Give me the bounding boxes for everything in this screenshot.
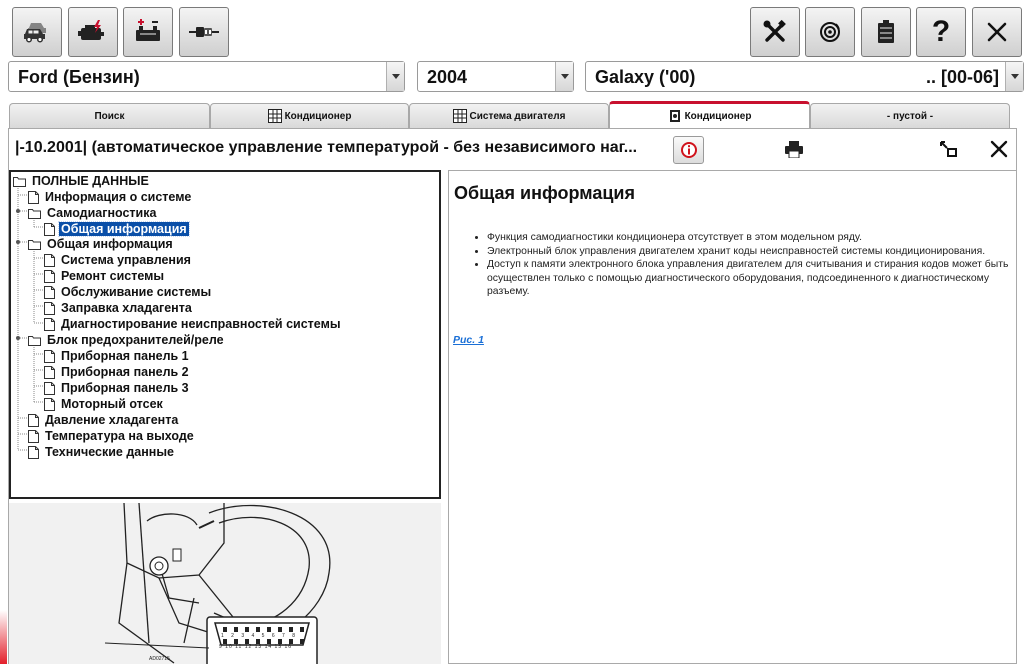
content-bullets [475, 231, 1025, 299]
edge-accent [0, 610, 7, 664]
folder-icon [28, 335, 45, 346]
chevron-down-icon[interactable] [1005, 62, 1023, 91]
tree-item[interactable] [44, 364, 191, 380]
tree-item-label: ПОЛНЫЕ ДАННЫЕ [32, 174, 149, 188]
model-value: Galaxy ('00) [595, 67, 696, 87]
document-icon [44, 318, 59, 331]
wrench-screwdriver-icon [762, 19, 788, 45]
tree-item[interactable] [44, 380, 191, 396]
help-button[interactable] [916, 7, 966, 57]
tree-item[interactable] [44, 396, 165, 412]
tree-item[interactable] [28, 189, 193, 205]
tree-item[interactable] [44, 300, 194, 316]
model-range-value: .. [00-06] [925, 67, 999, 87]
tab-empty[interactable] [810, 103, 1010, 128]
folder-icon [28, 208, 45, 219]
tree-item[interactable] [44, 252, 193, 268]
document-icon [44, 302, 59, 315]
tree-item[interactable] [44, 221, 189, 237]
disc-button[interactable] [805, 7, 855, 57]
folder-icon [13, 176, 30, 187]
tree-item-label: Приборная панель 3 [61, 381, 189, 395]
document-icon [28, 446, 43, 459]
tree-folder[interactable] [13, 173, 151, 189]
tree-item[interactable] [44, 268, 166, 284]
tools-button[interactable] [750, 7, 800, 57]
connector-pins-top: 1 2 3 4 5 6 7 8 [221, 633, 298, 639]
tree-item[interactable] [28, 444, 176, 460]
tree-folder[interactable] [28, 205, 158, 221]
document-icon [28, 191, 43, 204]
connector-pins-bottom: 9 10 11 12 13 14 15 16 [219, 644, 293, 650]
battery-icon [133, 19, 163, 45]
restore-icon[interactable] [940, 141, 957, 157]
engine-electric-icon [77, 19, 109, 45]
connector-icon [188, 22, 220, 42]
folder-icon [28, 239, 45, 250]
tab-label: Кондиционер [684, 110, 752, 122]
model-select[interactable] [585, 61, 1024, 92]
tree-item-label: Диагностирование неисправностей системы [61, 317, 341, 331]
tab-label: - пустой - [886, 110, 934, 122]
tree-item[interactable] [28, 428, 196, 444]
document-icon [44, 382, 59, 395]
tree-item-label: Система управления [61, 253, 191, 267]
book-icon [668, 109, 682, 123]
document-icon [44, 223, 59, 236]
tree-folder[interactable] [28, 236, 175, 252]
content-pane [448, 170, 1017, 664]
tree-item-label: Заправка хладагента [61, 301, 192, 315]
package-icon [873, 18, 899, 46]
exit-button[interactable] [972, 7, 1022, 57]
tree-panel[interactable] [9, 170, 441, 499]
figure-diagnostic-connector [9, 503, 441, 664]
tab-label: Система двигателя [469, 110, 566, 122]
tree-item-label: Блок предохранителей/реле [47, 333, 224, 347]
tab-air-conditioning[interactable] [210, 103, 409, 128]
tab-engine-system[interactable] [409, 103, 609, 128]
document-icon [28, 430, 43, 443]
diagnostic-connector-illustration [9, 503, 441, 664]
grid-doc-icon [268, 109, 282, 123]
tree-item-label: Самодиагностика [47, 206, 157, 220]
tree-item-label: Ремонт системы [61, 269, 165, 283]
info-icon [680, 141, 698, 159]
make-select[interactable] [8, 61, 405, 92]
content-heading: Общая информация [454, 183, 635, 203]
tree-item[interactable] [44, 284, 213, 300]
chevron-down-icon[interactable] [555, 62, 573, 91]
battery-button[interactable] [123, 7, 173, 57]
tree-item[interactable] [28, 412, 180, 428]
document-title: |-10.2001| (автоматическое управление температурой - без независимого наг... [15, 139, 638, 156]
document-icon [44, 350, 59, 363]
tree-item-label: Давление хладагента [45, 413, 179, 427]
document-icon [44, 366, 59, 379]
bullet-item: • Электронный блок управления двигателем хранит коды неисправностей системы кондиционирования. [487, 245, 1025, 259]
grid-doc-icon [453, 109, 467, 123]
info-button[interactable] [673, 136, 704, 164]
tree-item-label: Информация о системе [45, 190, 192, 204]
tree-folder[interactable] [28, 332, 226, 348]
document-icon [44, 254, 59, 267]
document-icon [44, 286, 59, 299]
document-icon [44, 398, 59, 411]
cars-icon [22, 20, 52, 44]
year-value: 2004 [427, 67, 468, 87]
tree-item-label: Приборная панель 2 [61, 365, 189, 379]
tree-item-label: Температура на выходе [45, 429, 194, 443]
tree-item-label: Обслуживание системы [61, 285, 212, 299]
tree-item-label: Общая информация [61, 222, 187, 236]
tab-label: Поиск [94, 110, 125, 122]
bullet-item: • Функция самодиагностики кондиционера отсутствует в этом модельном ряду. [487, 231, 1025, 245]
tree-item[interactable] [44, 348, 191, 364]
document-icon [44, 270, 59, 283]
figure-caption: AD02715 [149, 656, 170, 662]
tab-search[interactable] [9, 103, 210, 128]
tree-item-label: Приборная панель 1 [61, 349, 189, 363]
connector-button[interactable] [179, 7, 229, 57]
figure-link[interactable]: Рис. 1 [453, 334, 484, 346]
tree-item-label: Моторный отсек [61, 397, 163, 411]
engine-button[interactable] [68, 7, 118, 57]
question-icon: ? [931, 15, 951, 48]
tree-item-label: Технические данные [45, 445, 174, 459]
close-icon [986, 21, 1008, 43]
package-button[interactable] [861, 7, 911, 57]
printer-icon[interactable] [785, 141, 803, 158]
vehicles-button[interactable] [12, 7, 62, 57]
make-value: Ford (Бензин) [18, 67, 140, 87]
bullet-item: • Доступ к памяти электронного блока управления двигателем для считывания и стирания кодов может быть осуществлен только с помощью диагностического оборудования, подсоединенного к диагностическому разъему. [487, 258, 1025, 299]
tree-item-label: Общая информация [47, 237, 173, 251]
year-select[interactable] [417, 61, 574, 92]
document-icon [28, 414, 43, 427]
close-icon[interactable] [990, 140, 1008, 158]
tree-item[interactable] [44, 316, 343, 332]
chevron-down-icon[interactable] [386, 62, 404, 91]
tab-air-conditioning-active[interactable] [609, 101, 810, 128]
disc-icon [817, 19, 843, 45]
tab-label: Кондиционер [284, 110, 352, 122]
